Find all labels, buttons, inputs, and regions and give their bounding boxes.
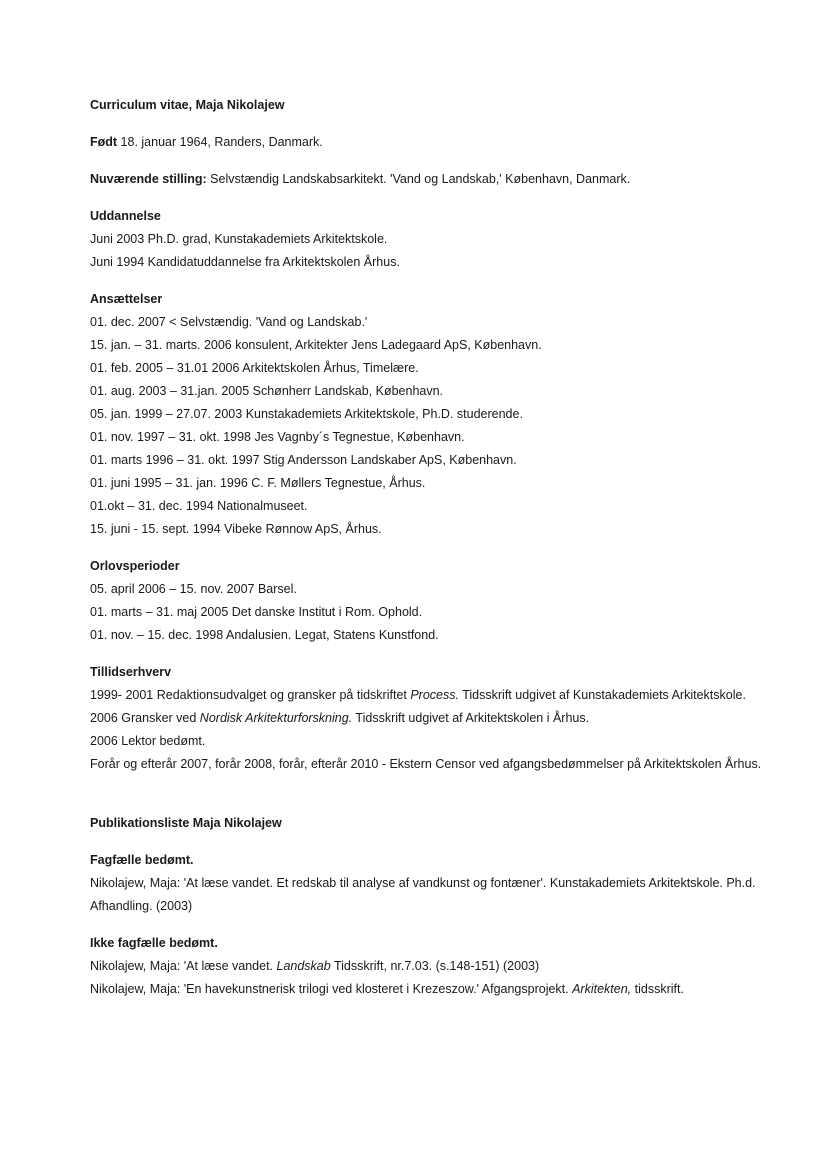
born-line [90, 131, 770, 154]
trust-item [90, 684, 770, 707]
non-peer-reviewed-section [90, 932, 770, 1001]
journal-title: Landskab [276, 959, 331, 973]
trust-item: Forår og efterår 2007, forår 2008, forår, efterår 2010 - Ekstern Censor ved afgangsbedømmelser på Arkitektskolen Århus. [90, 757, 762, 771]
publication-text: Tidsskrift, nr.7.03. (s.148-151) (2003) [330, 959, 540, 973]
journal-title: Arkitekten, [572, 982, 632, 996]
employment-item: 01. juni 1995 – 31. jan. 1996 C. F. Møllers Tegnestue, Århus. [90, 476, 426, 490]
education-item: Juni 1994 Kandidatuddannelse fra Arkitektskolen Århus. [90, 255, 400, 269]
leave-item: 01. nov. – 15. dec. 1998 Andalusien. Legat, Statens Kunstfond. [90, 628, 439, 642]
education-item: Juni 2003 Ph.D. grad, Kunstakademiets Arkitektskole. [90, 232, 388, 246]
journal-title: Nordisk Arkitekturforskning. [199, 711, 353, 725]
born-value: 18. januar 1964, Randers, Danmark. [117, 135, 323, 149]
employment-item: 05. jan. 1999 – 27.07. 2003 Kunstakademiets Arkitektskole, Ph.D. studerende. [90, 407, 523, 421]
publication-item [90, 978, 770, 1001]
leave-item: 01. marts – 31. maj 2005 Det danske Institut i Rom. Ophold. [90, 605, 423, 619]
cv-document [90, 94, 770, 1015]
trust-item-text: 2006 Gransker ved [90, 711, 200, 725]
employment-item: 15. juni - 15. sept. 1994 Vibeke Rønnow ApS, Århus. [90, 522, 382, 536]
trust-item: 2006 Lektor bedømt. [90, 734, 206, 748]
education-section [90, 205, 770, 274]
leave-section [90, 555, 770, 647]
trust-item-text: Tidsskrift udgivet af Arkitektskolen i Århus. [352, 711, 590, 725]
position-label: Nuværende stilling: [90, 172, 207, 186]
peer-reviewed-section [90, 849, 770, 918]
trust-item [90, 707, 770, 730]
publications-heading: Publikationsliste Maja Nikolajew [90, 816, 282, 830]
trust-section [90, 661, 770, 776]
publication-item: Nikolajew, Maja: 'At læse vandet. Et redskab til analyse af vandkunst og fontæner'. Kunstakademiets Arkitektskole. Ph.d. Afhandling. (2003) [90, 876, 756, 913]
leave-item: 05. april 2006 – 15. nov. 2007 Barsel. [90, 582, 297, 596]
employment-item: 01. aug. 2003 – 31.jan. 2005 Schønherr Landskab, København. [90, 384, 444, 398]
non-peer-reviewed-heading: Ikke fagfælle bedømt. [90, 936, 218, 950]
publication-text: Nikolajew, Maja: 'En havekunstnerisk trilogi ved klosteret i Krezeszow.' Afgangsprojekt. [90, 982, 573, 996]
journal-title: Process. [410, 688, 459, 702]
education-heading: Uddannelse [90, 209, 161, 223]
employment-item: 01. feb. 2005 – 31.01 2006 Arkitektskolen Århus, Timelære. [90, 361, 419, 375]
leave-heading: Orlovsperioder [90, 559, 180, 573]
spacer [90, 790, 770, 812]
employment-item: 01.okt – 31. dec. 1994 Nationalmuseet. [90, 499, 308, 513]
employment-item: 15. jan. – 31. marts. 2006 konsulent, Arkitekter Jens Ladegaard ApS, København. [90, 338, 542, 352]
employment-heading: Ansættelser [90, 292, 163, 306]
born-label: Født [90, 135, 118, 149]
trust-heading: Tillidserhverv [90, 665, 172, 679]
trust-item-text: Tidsskrift udgivet af Kunstakademiets Arkitektskole. [458, 688, 746, 702]
position-line [90, 168, 770, 191]
trust-item-text: 1999- 2001 Redaktionsudvalget og gransker på tidskriftet [90, 688, 411, 702]
employment-item: 01. nov. 1997 – 31. okt. 1998 Jes Vagnby´s Tegnestue, København. [90, 430, 465, 444]
document-title: Curriculum vitae, Maja Nikolajew [90, 98, 285, 112]
publication-item [90, 955, 770, 978]
employment-item: 01. dec. 2007 < Selvstændig. 'Vand og Landskab.' [90, 315, 368, 329]
employment-section [90, 288, 770, 541]
peer-reviewed-heading: Fagfælle bedømt. [90, 853, 194, 867]
position-value: Selvstændig Landskabsarkitekt. 'Vand og Landskab,' København, Danmark. [206, 172, 631, 186]
publication-text: tidsskrift. [631, 982, 684, 996]
employment-item: 01. marts 1996 – 31. okt. 1997 Stig Andersson Landskaber ApS, København. [90, 453, 517, 467]
publication-text: Nikolajew, Maja: 'At læse vandet. [90, 959, 277, 973]
